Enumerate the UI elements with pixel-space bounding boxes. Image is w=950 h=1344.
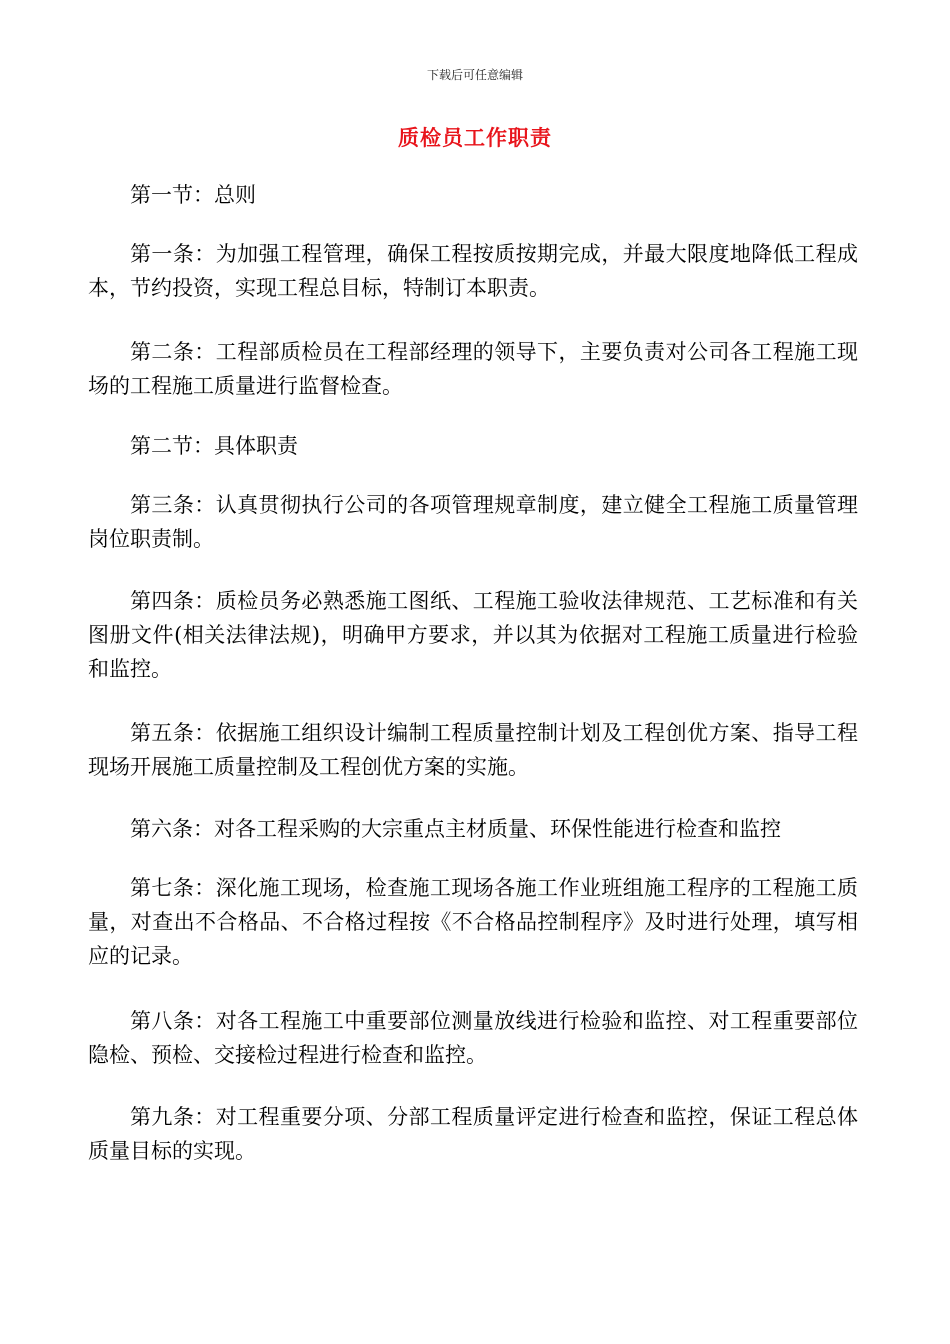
article-6: 第六条：对各工程采购的大宗重点主材质量、环保性能进行检查和监控 <box>130 817 781 841</box>
section-heading-2: 第二节：具体职责 <box>130 434 298 458</box>
article-5: 第五条：依据施工组织设计编制工程质量控制计划及工程创优方案、指导工程现场开展施工质量控制及工程创优方案的实施。 <box>88 721 858 779</box>
article-7: 第七条：深化施工现场，检查施工现场各施工作业班组施工程序的工程施工质量，对查出不合格品、不合格过程按《不合格品控制程序》及时进行处理，填写相应的记录。 <box>88 876 858 968</box>
article-4: 第四条：质检员务必熟悉施工图纸、工程施工验收法律规范、工艺标准和有关图册文件(相关法律法规)，明确甲方要求，并以其为依据对工程施工质量进行检验和监控。 <box>88 589 858 681</box>
article-2: 第二条：工程部质检员在工程部经理的领导下，主要负责对公司各工程施工现场的工程施工质量进行监督检查。 <box>88 340 858 398</box>
article-9: 第九条：对工程重要分项、分部工程质量评定进行检查和监控，保证工程总体质量目标的实现。 <box>88 1105 858 1163</box>
header-note: 下载后可任意编辑 <box>426 68 523 82</box>
article-8: 第八条：对各工程施工中重要部位测量放线进行检验和监控、对工程重要部位隐检、预检、交接检过程进行检查和监控。 <box>88 1009 858 1067</box>
article-1: 第一条：为加强工程管理，确保工程按质按期完成，并最大限度地降低工程成本，节约投资，实现工程总目标，特制订本职责。 <box>88 242 858 300</box>
section-heading-1: 第一节：总则 <box>130 183 256 207</box>
document-title: 质检员工作职责 <box>398 125 552 150</box>
article-3: 第三条：认真贯彻执行公司的各项管理规章制度，建立健全工程施工质量管理岗位职责制。 <box>88 493 858 551</box>
